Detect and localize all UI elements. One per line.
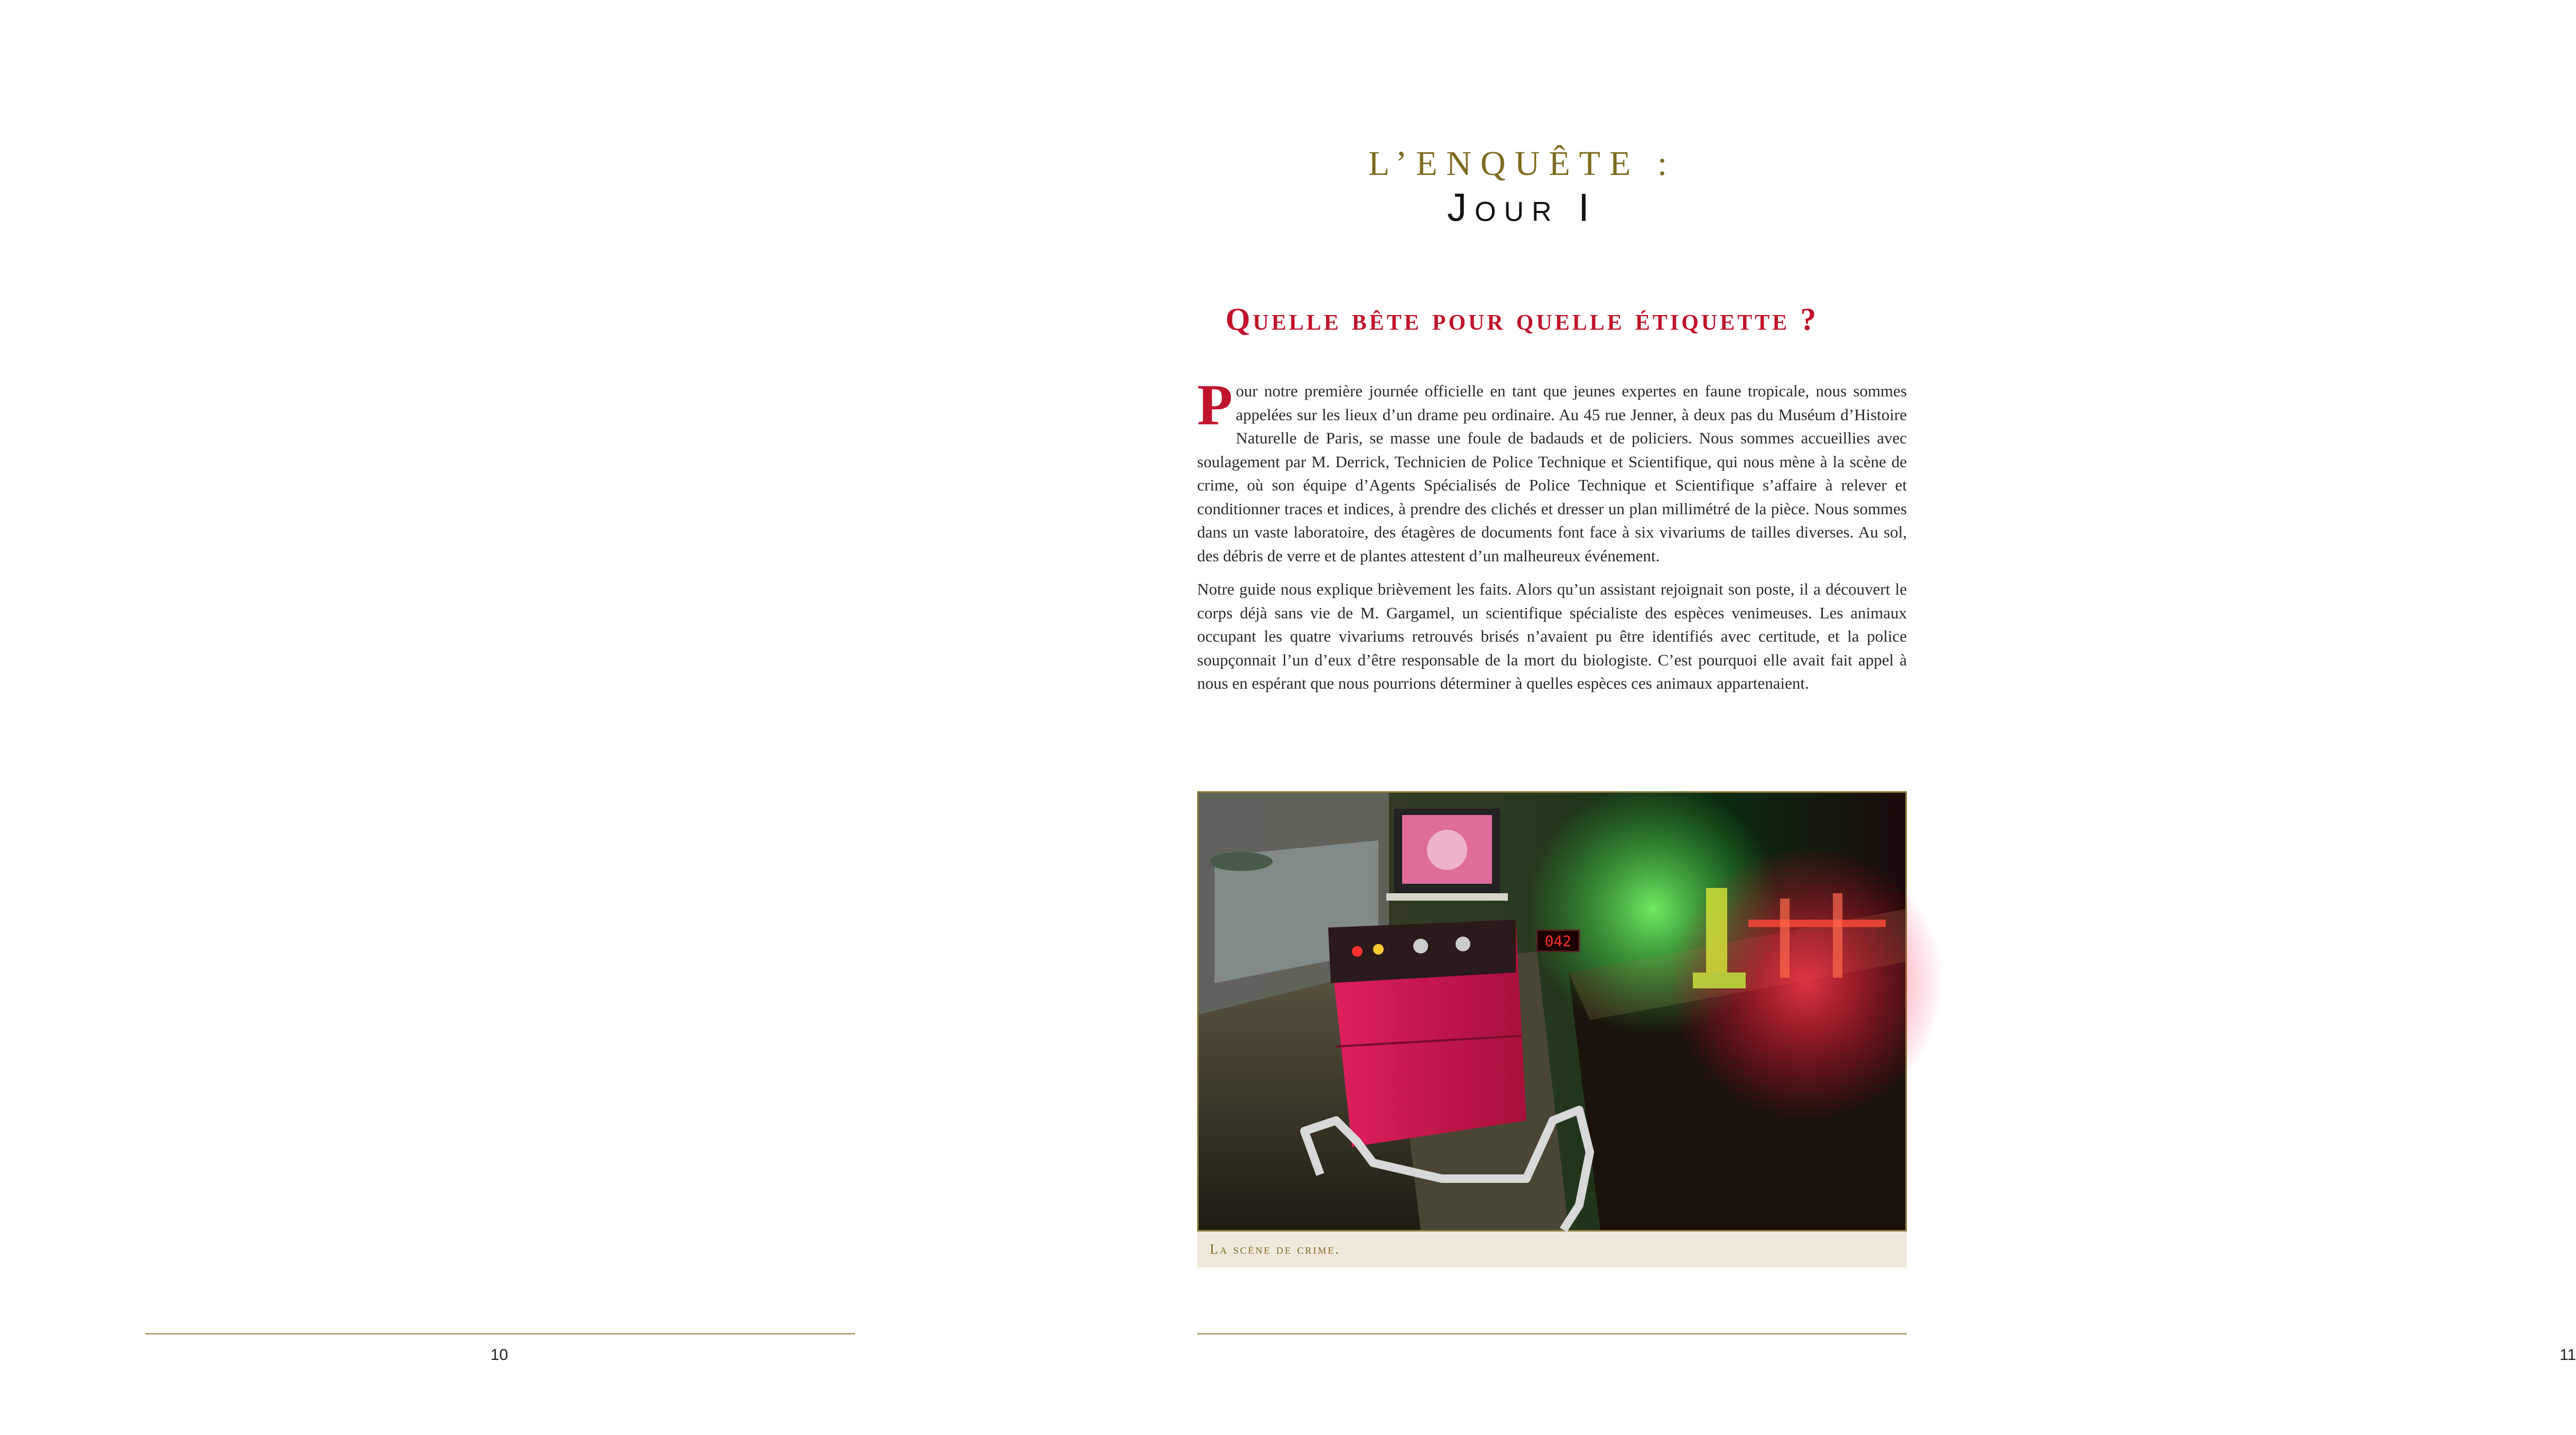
lab-illustration (1199, 793, 1905, 1230)
keyboard (1386, 893, 1508, 901)
section-title: Quelle bête pour quelle étiquette ? (1225, 302, 1819, 337)
drop-cap: P (1197, 373, 1233, 437)
paragraph-1 (1197, 373, 1907, 568)
timer-display: 042 (1544, 932, 1572, 950)
left-page (0, 0, 1015, 1435)
footer-rule (1197, 1333, 1907, 1335)
paragraph-1-text: our notre première journée officielle en tant que jeunes expertes en faune tropicale, nous sommes appelées sur les lieux d’un drame peu ordinaire. Au 45 rue Jenner, à deux pas du Muséum d’Histoire Naturelle de Paris, se masse une foule de badauds et de policiers. Nous sommes accueillies avec soulagement par M. Derrick, Technicien de Police Technique et Scientifique, qui nous mène à la scène de crime, où son équipe d’Agents Spécialisés de Police Technique et Scientifique s’affaire à relever et conditionner traces et indices, à prendre des clichés et dresser un plan millimétré de la pièce. Nous sommes dans un vaste laboratoire, des étagères de documents font face à six vivariums de tailles diverses. Au sol, des débris de verre et de plantes attestent d’un malheureux événement. (1197, 382, 1907, 565)
optical-mount-2 (1833, 893, 1842, 978)
page-number: 10 (490, 1346, 508, 1364)
body-text (1197, 373, 1907, 706)
control-dial-2 (1456, 937, 1470, 951)
microscope (1706, 888, 1727, 983)
desk-lamp (1209, 852, 1273, 871)
footer-rule (145, 1333, 855, 1335)
optical-rail (1748, 920, 1886, 927)
right-page (1015, 0, 2576, 1435)
monitor-pattern (1427, 830, 1467, 870)
control-light-2 (1373, 944, 1384, 955)
chapter-title: Jour I (1447, 186, 1597, 229)
optical-mount-1 (1780, 899, 1790, 978)
control-light-1 (1352, 946, 1363, 957)
photo-caption: La scène de crime. (1210, 1242, 1340, 1257)
paragraph-2: Notre guide nous explique brièvement les faits. Alors qu’un assistant rejoignait son poste, il a découvert le corps déjà sans vie de M. Gargamel, un scientifique spécialiste des espèces venimeuses. Les animaux occupant les quatre vivariums retrouvés brisés n’avaient pu être identifiés avec certitude, et la police soupçonnait l’un d’eux d’être responsable de la mort du biologiste. C’est pourquoi elle avait fait appel à nous en espérant que nous pourrions déterminer à quelles espèces ces animaux appartenaient. (1197, 580, 1907, 692)
microscope-base (1693, 973, 1746, 988)
caption-bar (1197, 1232, 1907, 1267)
chapter-kicker: L’ENQUÊTE : (1368, 144, 1676, 183)
crime-scene-photo (1197, 791, 1907, 1232)
control-dial-1 (1413, 939, 1428, 953)
page-number: 11 (2560, 1346, 2576, 1364)
